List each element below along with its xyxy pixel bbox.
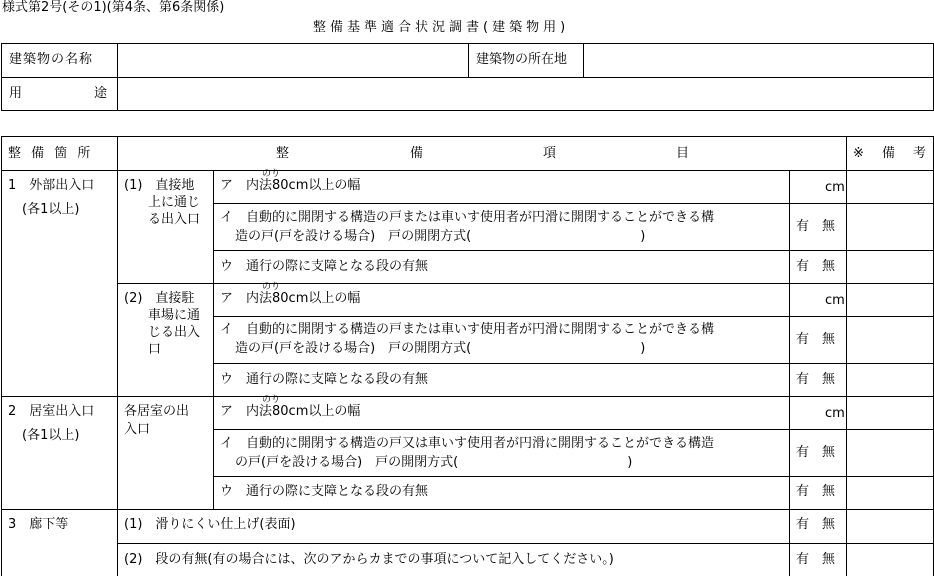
item-1-1-u-answer[interactable]: 有 無: [796, 259, 836, 274]
subsection-1-2-label-line1: (2) 直接駐: [124, 291, 195, 306]
item-1-2-a-unit: cm: [825, 293, 845, 308]
building-name-label: 建築物の名称: [9, 52, 94, 67]
item-3-2: (2) 段の有無(有の場合には、次のアからカまでの事項について記入してください。): [124, 552, 614, 567]
ruby-nori-1: のり: [262, 169, 281, 179]
section-2-title: 2 居室出入口: [8, 404, 95, 419]
item-2-a: ア 内法80cm以上の幅: [220, 404, 361, 419]
subsection-2-label-line1: 各居室の出: [124, 404, 190, 419]
item-1-1-i-answer[interactable]: 有 無: [796, 219, 836, 234]
item-3-1: (1) 滑りにくい仕上げ(表面): [124, 517, 296, 532]
item-2-i-line2: の戸(戸を設ける場合) 戸の開閉方式( ): [235, 455, 633, 470]
item-1-2-u-answer[interactable]: 有 無: [796, 372, 836, 387]
building-use-field[interactable]: [120, 80, 930, 108]
use-label-right: 途: [94, 86, 108, 101]
item-1-2-i-line2: 造の戸(戸を設ける場合) 戸の開閉方式( ): [235, 341, 646, 356]
section-2-note: (各1以上): [22, 428, 80, 443]
building-name-field[interactable]: [120, 46, 465, 75]
subsection-1-2-label-line4: 口: [148, 342, 162, 357]
item-1-1-a-unit: cm: [825, 180, 845, 195]
item-1-2-u: ウ 通行の際に支障となる段の有無: [220, 372, 429, 387]
item-header-char-2: 備: [410, 146, 424, 161]
section-1-title: 1 外部出入口: [8, 178, 95, 193]
subsection-1-1-label-line2: 上に通じ: [148, 195, 201, 210]
subsection-1-1-label-line3: る出入口: [148, 212, 201, 227]
item-3-2-answer[interactable]: 有 無: [796, 552, 836, 567]
item-2-a-unit: cm: [825, 406, 845, 421]
item-2-u: ウ 通行の際に支障となる段の有無: [220, 484, 429, 499]
item-header-char-4: 目: [676, 146, 690, 161]
item-header-char-1: 整: [276, 146, 290, 161]
remarks-mark: ※: [853, 146, 864, 161]
item-1-2-i-answer[interactable]: 有 無: [796, 332, 836, 347]
subsection-1-1-label-line1: (1) 直接地: [124, 178, 195, 193]
item-2-i-answer[interactable]: 有 無: [796, 445, 836, 460]
item-2-u-answer[interactable]: 有 無: [796, 484, 836, 499]
item-1-2-i-line1: イ 自動的に開閉する構造の戸または車いす使用者が円滑に開閉することができる構: [220, 322, 715, 337]
use-label-left: 用: [9, 86, 23, 101]
form-title: 整備基準適合状況調書(建築物用): [313, 20, 570, 35]
ruby-nori-3: のり: [262, 395, 281, 405]
ruby-nori-2: のり: [262, 282, 281, 292]
item-1-1-i-line1: イ 自動的に開閉する構造の戸または車いす使用者が円滑に開閉することができる構: [220, 210, 715, 225]
subsection-1-2-label-line2: 車場に通: [148, 308, 201, 323]
section-3-title: 3 廊下等: [8, 517, 69, 532]
remarks-header-char-1: 備: [882, 146, 896, 161]
subsection-1-2-label-line3: じる出入: [148, 325, 201, 340]
item-2-i-line1: イ 自動的に開閉する構造の戸又は車いす使用者が円滑に開閉することができる構造: [220, 436, 715, 451]
subsection-2-label-line2: 入口: [124, 422, 151, 437]
building-location-field[interactable]: [586, 46, 930, 75]
item-3-1-answer[interactable]: 有 無: [796, 517, 836, 532]
building-location-label: 建築物の所在地: [476, 52, 568, 67]
location-header: 整 備 箇 所: [8, 146, 94, 161]
item-1-1-i-line2: 造の戸(戸を設ける場合) 戸の開閉方式( ): [235, 229, 646, 244]
remarks-header-char-2: 考: [913, 146, 927, 161]
section-1-note: (各1以上): [22, 202, 80, 217]
form-header: 様式第2号(その1)(第4条、第6条関係): [2, 0, 225, 15]
item-1-2-a: ア 内法80cm以上の幅: [220, 291, 361, 306]
item-1-1-a: ア 内法80cm以上の幅: [220, 178, 361, 193]
item-1-1-u: ウ 通行の際に支障となる段の有無: [220, 259, 429, 274]
item-header-char-3: 項: [543, 146, 557, 161]
